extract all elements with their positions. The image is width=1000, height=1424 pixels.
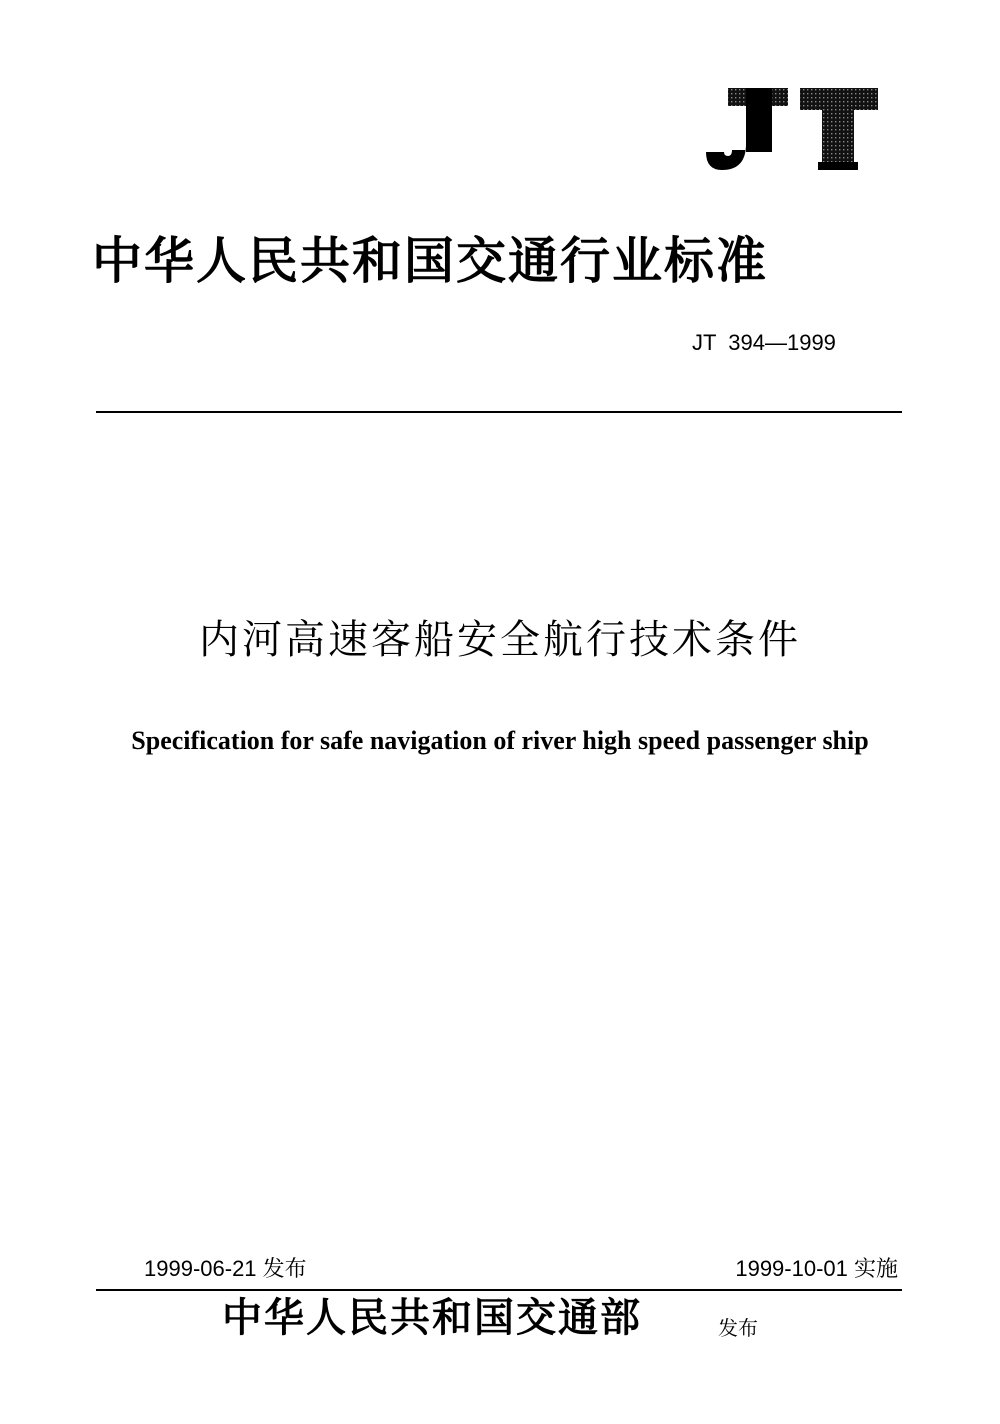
- publisher: 中华人民共和国交通部: [222, 1294, 642, 1341]
- document-title-cn: 内河高速客船安全航行技术条件: [199, 617, 801, 663]
- issue-date: 1999-06-21 发布: [144, 1256, 307, 1281]
- bottom-divider: [96, 1289, 902, 1291]
- publish-label: 发布: [718, 1316, 758, 1340]
- standard-category: 中华人民共和国交通行业标准: [92, 231, 768, 290]
- top-divider: [96, 411, 902, 413]
- standard-number: JT 394—1999: [692, 330, 836, 355]
- document-title-en: Specification for safe navigation of river high speed passenger ship: [131, 726, 869, 755]
- jt-logo-text: [702, 174, 703, 175]
- implementation-date: 1999-10-01 实施: [735, 1256, 898, 1281]
- jt-logo-icon: [702, 84, 882, 174]
